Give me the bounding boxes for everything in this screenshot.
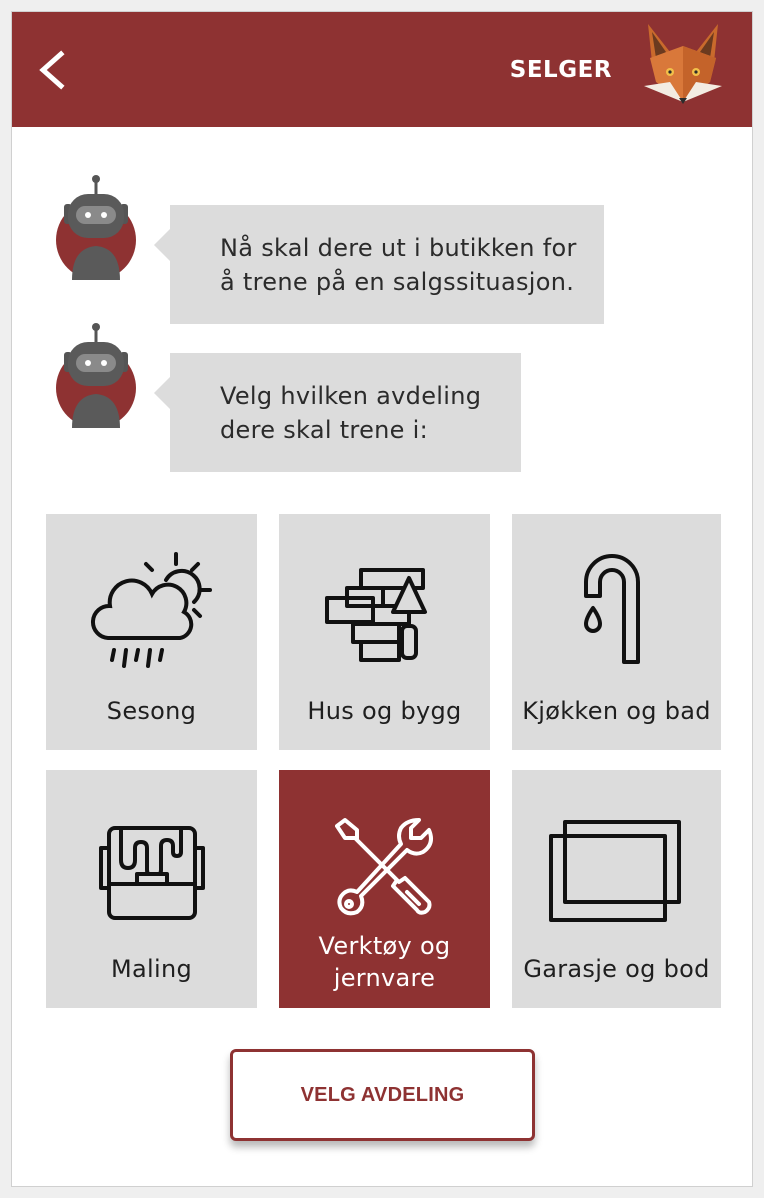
- garage-icon: [549, 818, 685, 924]
- paint-bucket-icon: [97, 822, 207, 922]
- bricks-trowel-icon: [325, 566, 445, 666]
- tile-label: Kjøkken og bad: [522, 697, 711, 725]
- message-line: Velg hvilken avdeling: [220, 382, 482, 410]
- department-tile-garasje-og-bod[interactable]: [512, 770, 721, 1008]
- message-line: Nå skal dere ut i butikken for: [220, 234, 577, 262]
- tile-label: Verktøy og jernvare: [318, 932, 451, 992]
- back-button[interactable]: [32, 42, 72, 98]
- tile-label: Hus og bygg: [307, 697, 462, 725]
- tile-label: Maling: [111, 955, 192, 983]
- tools-icon: [335, 816, 435, 916]
- message-line: dere skal trene i:: [220, 416, 428, 444]
- header-bar: [12, 12, 753, 127]
- chevron-left-icon: [37, 50, 67, 90]
- weather-icon: [90, 550, 214, 674]
- message-line: å trene på en salgssituasjon.: [220, 268, 575, 296]
- robot-avatar-icon: [54, 320, 138, 432]
- department-tile-verktoy-og-jernvare[interactable]: [279, 770, 490, 1008]
- chat-bubble: [170, 353, 521, 472]
- fox-avatar-icon[interactable]: [640, 20, 726, 110]
- robot-avatar-icon: [54, 172, 138, 284]
- tile-label: Sesong: [106, 697, 197, 725]
- department-tile-maling[interactable]: [46, 770, 257, 1008]
- department-tile-sesong[interactable]: [46, 514, 257, 750]
- page-title: SELGER: [509, 57, 612, 83]
- choose-department-button[interactable]: VELG AVDELING: [230, 1049, 535, 1141]
- app-screen: [11, 11, 753, 1187]
- tile-label: Garasje og bod: [523, 955, 710, 983]
- department-tile-hus-og-bygg[interactable]: [279, 514, 490, 750]
- department-tile-kjokken-og-bad[interactable]: [512, 514, 721, 750]
- faucet-icon: [572, 552, 662, 668]
- chat-bubble: [170, 205, 604, 324]
